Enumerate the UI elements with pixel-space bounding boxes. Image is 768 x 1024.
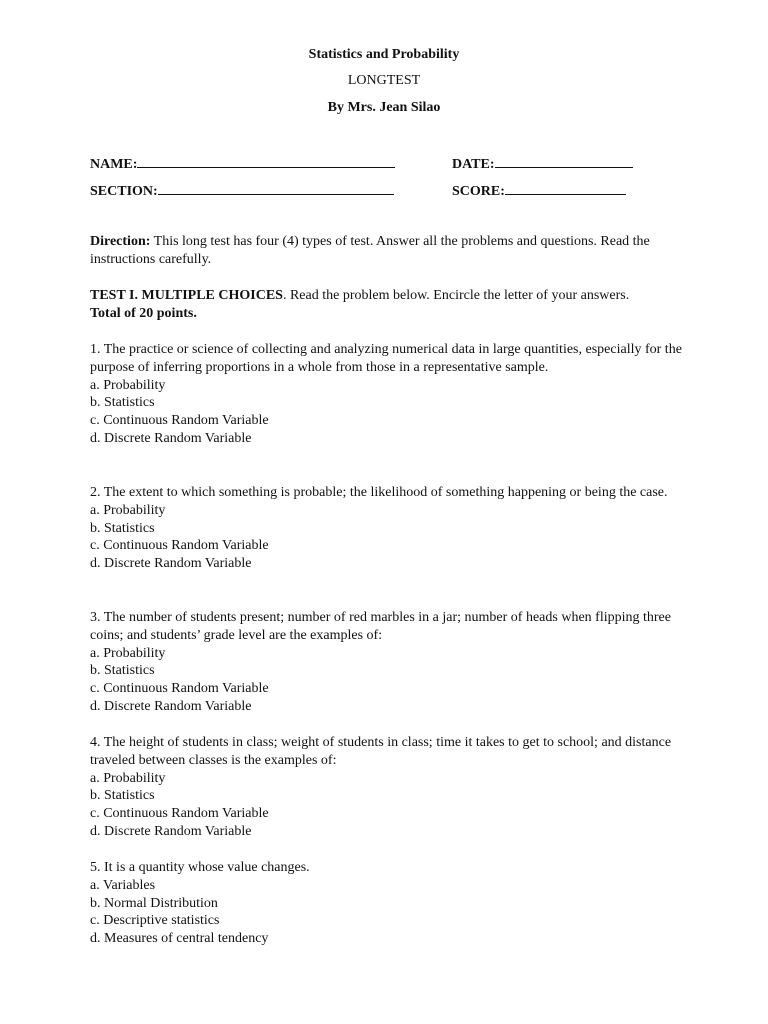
question-item [90, 341, 690, 448]
section-blank [158, 180, 394, 195]
name-field [90, 153, 395, 173]
answer-option[interactable]: c. Continuous Random Variable [90, 538, 269, 554]
answer-option[interactable]: b. Statistics [90, 663, 155, 679]
answer-option[interactable]: b. Normal Distribution [90, 895, 218, 911]
section-label: SECTION: [90, 184, 158, 199]
answer-option[interactable]: d. Discrete Random Variable [90, 430, 252, 446]
answer-option[interactable]: c. Continuous Random Variable [90, 681, 269, 697]
direction-label: Direction: [90, 234, 151, 249]
answer-option[interactable]: a. Probability [90, 502, 166, 518]
answer-option[interactable]: d. Discrete Random Variable [90, 823, 252, 839]
answer-option[interactable]: b. Statistics [90, 395, 155, 411]
date-field [452, 153, 633, 173]
question-item [90, 484, 690, 573]
date-label: DATE: [452, 157, 495, 172]
document-title: Statistics and Probability [308, 47, 460, 62]
question-text: 4. The height of students in class; weight of students in class; time it takes to get to school; and distance traveled between classes is the examples of: [90, 735, 672, 768]
document-subtitle: LONGTEST [347, 73, 421, 88]
answer-option[interactable]: c. Descriptive statistics [90, 913, 220, 929]
answer-option[interactable]: d. Measures of central tendency [90, 931, 269, 947]
answer-option[interactable]: b. Statistics [90, 520, 155, 536]
test1-points: Total of 20 points. [90, 306, 197, 321]
answer-option[interactable]: a. Variables [90, 877, 156, 893]
answer-option[interactable]: d. Discrete Random Variable [90, 698, 252, 714]
question-text: 2. The extent to which something is probable; the likelihood of something happening or being the case. [90, 485, 668, 500]
answer-option[interactable]: a. Probability [90, 377, 166, 393]
score-label: SCORE: [452, 184, 505, 199]
question-text: 5. It is a quantity whose value changes. [90, 860, 310, 875]
section-field [90, 180, 394, 200]
answer-option[interactable]: b. Statistics [90, 788, 155, 804]
name-blank [137, 153, 395, 168]
question-item [90, 609, 690, 716]
answer-option[interactable]: a. Probability [90, 770, 166, 786]
answer-option[interactable]: c. Continuous Random Variable [90, 413, 269, 429]
question-text: 3. The number of students present; number of red marbles in a jar; number of heads when flipping three coins; and students’ grade level are the examples of: [90, 610, 671, 643]
test1-label: TEST I. MULTIPLE CHOICES [90, 288, 283, 303]
date-blank [495, 153, 633, 168]
answer-option[interactable]: d. Discrete Random Variable [90, 556, 252, 572]
test1-text: . Read the problem below. Encircle the letter of your answers. [282, 288, 630, 303]
test1-instructions [90, 287, 690, 323]
direction-text: This long test has four (4) types of test. Answer all the problems and questions. Read the instructions carefully. [90, 234, 650, 267]
direction-paragraph [90, 233, 690, 269]
answer-option[interactable]: c. Continuous Random Variable [90, 806, 269, 822]
score-field [452, 180, 626, 200]
name-label: NAME: [90, 157, 138, 172]
answer-option[interactable]: a. Probability [90, 645, 166, 661]
score-blank [505, 180, 626, 195]
document-author: By Mrs. Jean Silao [327, 100, 441, 115]
question-text: 1. The practice or science of collecting and analyzing numerical data in large quantities, especially for the purpose of inferring proportions in a whole from those in a representative sample. [90, 342, 682, 375]
question-item [90, 734, 690, 841]
question-item [90, 859, 690, 948]
